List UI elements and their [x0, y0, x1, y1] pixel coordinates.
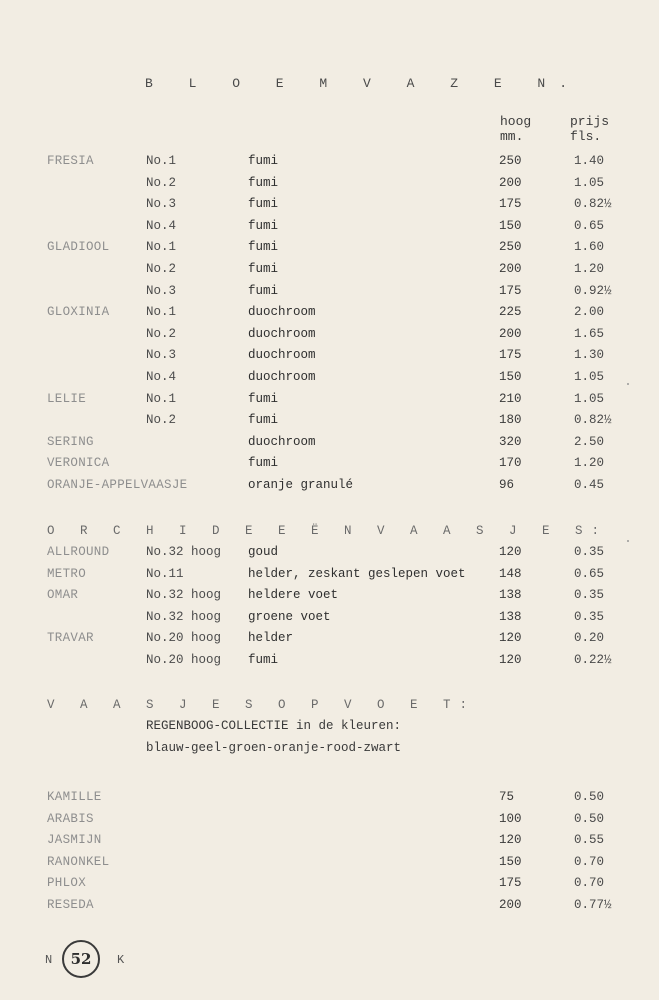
- page-number-badge: [62, 940, 100, 978]
- row-height: 175: [499, 283, 522, 298]
- row-price: 0.22½: [574, 653, 612, 667]
- row-name: SERING: [47, 434, 94, 449]
- row-height: 150: [499, 370, 522, 384]
- row-name: JASMIJN: [47, 833, 102, 848]
- row-price: 0.92½: [574, 283, 612, 298]
- row-height: 175: [499, 348, 522, 363]
- row-price: 0.82½: [574, 197, 612, 212]
- row-number: No.32 hoog: [146, 545, 222, 559]
- row-description: fumi: [248, 197, 279, 212]
- row-number: No.3: [146, 283, 177, 298]
- row-height: 138: [499, 609, 522, 624]
- row-price: 0.50: [574, 790, 605, 804]
- table-row: [0, 855, 659, 875]
- row-number: No.4: [146, 370, 177, 384]
- row-height: 120: [499, 833, 522, 848]
- table-row: [0, 545, 659, 565]
- table-row: [0, 588, 659, 608]
- row-description: fumi: [248, 653, 279, 667]
- row-name: ARABIS: [47, 811, 94, 826]
- row-number: No.2: [146, 262, 177, 276]
- row-height: 250: [499, 154, 522, 168]
- row-number: No.11: [146, 566, 184, 581]
- table-row: [0, 833, 659, 853]
- row-price: 1.05: [574, 370, 605, 384]
- page-title: B L O E M V A Z E N.: [145, 76, 582, 91]
- table-row: [0, 478, 659, 498]
- row-height: 100: [499, 811, 522, 826]
- row-price: 1.60: [574, 240, 605, 255]
- row-description: fumi: [248, 413, 279, 428]
- row-description: duochroom: [248, 305, 316, 320]
- table-row: [0, 154, 659, 174]
- row-height: 250: [499, 240, 522, 255]
- row-height: 96: [499, 478, 515, 492]
- table-row: [0, 413, 659, 433]
- table-row: [0, 898, 659, 918]
- table-row: [0, 176, 659, 196]
- table-row: [0, 284, 659, 304]
- row-name: GLADIOOL: [47, 240, 110, 255]
- row-height: 75: [499, 790, 515, 804]
- row-height: 120: [499, 545, 522, 559]
- row-price: 0.77½: [574, 898, 612, 912]
- row-number: No.1: [146, 154, 177, 168]
- row-height: 210: [499, 391, 522, 406]
- row-height: 148: [499, 566, 522, 581]
- table-row: [0, 392, 659, 412]
- row-price: 0.45: [574, 478, 605, 492]
- row-number: No.2: [146, 326, 177, 341]
- voet-note-colors: blauw-geel-groen-oranje-rood-zwart: [146, 741, 402, 755]
- row-name: ORANJE-APPELVAASJE: [47, 478, 188, 492]
- table-row: [0, 262, 659, 282]
- row-number: No.4: [146, 218, 177, 233]
- row-price: 1.30: [574, 348, 605, 363]
- orchid-section-title: O R C H I D E E Ë N V A A S J E S:: [47, 524, 609, 538]
- row-number: No.1: [146, 305, 177, 320]
- voet-note-collection: REGENBOOG-COLLECTIE in de kleuren:: [146, 719, 402, 733]
- row-number: No.2: [146, 413, 177, 428]
- row-height: 320: [499, 434, 522, 449]
- margin-mark: [627, 540, 629, 542]
- table-row: [0, 653, 659, 673]
- row-name: LELIE: [47, 391, 87, 406]
- row-description: groene voet: [248, 609, 331, 624]
- row-price: 0.65: [574, 566, 605, 581]
- row-number: No.3: [146, 197, 177, 212]
- row-price: 0.50: [574, 811, 605, 826]
- row-description: fumi: [248, 218, 279, 233]
- row-price: 0.55: [574, 833, 605, 848]
- row-name: VERONICA: [47, 456, 110, 471]
- row-description: fumi: [248, 456, 279, 471]
- row-number: No.32 hoog: [146, 609, 222, 624]
- table-row: [0, 240, 659, 260]
- row-name: RESEDA: [47, 898, 94, 912]
- row-description: duochroom: [248, 326, 316, 341]
- row-price: 0.65: [574, 218, 605, 233]
- row-height: 120: [499, 631, 522, 646]
- row-description: fumi: [248, 262, 279, 276]
- row-name: OMAR: [47, 588, 79, 603]
- row-description: fumi: [248, 283, 279, 298]
- row-name: FRESIA: [47, 154, 94, 168]
- row-description: heldere voet: [248, 588, 339, 603]
- row-name: KAMILLE: [47, 790, 102, 804]
- row-price: 0.70: [574, 854, 605, 869]
- row-description: fumi: [248, 175, 279, 190]
- footer-right-letter: K: [117, 953, 125, 967]
- table-row: [0, 610, 659, 630]
- row-price: 0.35: [574, 545, 605, 559]
- row-name: TRAVAR: [47, 631, 94, 646]
- table-row: [0, 812, 659, 832]
- row-description: duochroom: [248, 348, 316, 363]
- row-height: 180: [499, 413, 522, 428]
- row-height: 150: [499, 218, 522, 233]
- table-row: [0, 567, 659, 587]
- table-row: [0, 305, 659, 325]
- table-row: [0, 790, 659, 810]
- price-column-header: [570, 114, 609, 144]
- row-description: duochroom: [248, 370, 316, 384]
- page-number: 52: [70, 950, 92, 968]
- price-label-2: fls.: [570, 129, 602, 144]
- height-label-2: mm.: [500, 129, 524, 144]
- table-row: [0, 456, 659, 476]
- height-label-1: hoog: [500, 114, 532, 129]
- row-price: 2.50: [574, 434, 605, 449]
- row-number: No.1: [146, 391, 177, 406]
- row-price: 1.20: [574, 456, 605, 471]
- row-name: RANONKEL: [47, 854, 110, 869]
- row-height: 170: [499, 456, 522, 471]
- row-description: oranje granulé: [248, 478, 354, 492]
- row-height: 200: [499, 326, 522, 341]
- price-label-1: prijs: [570, 114, 610, 129]
- row-description: fumi: [248, 154, 279, 168]
- row-price: 0.20: [574, 631, 605, 646]
- row-description: helder: [248, 631, 294, 646]
- table-row: [0, 631, 659, 651]
- row-height: 200: [499, 175, 522, 190]
- row-height: 175: [499, 876, 522, 891]
- row-price: 0.35: [574, 609, 605, 624]
- table-row: [0, 219, 659, 239]
- row-name: PHLOX: [47, 876, 87, 891]
- row-height: 200: [499, 262, 522, 276]
- footer-left-letter: N: [45, 953, 53, 967]
- table-row: [0, 348, 659, 368]
- table-row: [0, 197, 659, 217]
- row-description: fumi: [248, 391, 279, 406]
- row-price: 2.00: [574, 305, 605, 320]
- table-row: [0, 370, 659, 390]
- row-description: fumi: [248, 240, 279, 255]
- row-price: 1.40: [574, 154, 605, 168]
- row-price: 0.82½: [574, 413, 612, 428]
- row-price: 1.20: [574, 262, 605, 276]
- row-name: GLOXINIA: [47, 305, 110, 320]
- row-price: 0.70: [574, 876, 605, 891]
- table-row: [0, 327, 659, 347]
- row-number: No.20 hoog: [146, 653, 222, 667]
- row-number: No.20 hoog: [146, 631, 222, 646]
- height-column-header: [500, 114, 531, 144]
- row-name: METRO: [47, 566, 87, 581]
- row-price: 0.35: [574, 588, 605, 603]
- table-row: [0, 435, 659, 455]
- page-footer: [45, 940, 165, 980]
- row-height: 138: [499, 588, 522, 603]
- row-name: ALLROUND: [47, 545, 110, 559]
- row-price: 1.05: [574, 391, 605, 406]
- row-number: No.2: [146, 175, 177, 190]
- row-number: No.3: [146, 348, 177, 363]
- row-description: duochroom: [248, 434, 316, 449]
- row-number: No.32 hoog: [146, 588, 222, 603]
- row-height: 150: [499, 854, 522, 869]
- margin-mark: [627, 383, 629, 385]
- row-height: 225: [499, 305, 522, 320]
- row-description: helder, zeskant geslepen voet: [248, 566, 466, 581]
- table-row: [0, 876, 659, 896]
- voet-section-title: V A A S J E S O P V O E T:: [47, 698, 477, 712]
- row-number: No.1: [146, 240, 177, 255]
- row-height: 175: [499, 197, 522, 212]
- row-height: 200: [499, 898, 522, 912]
- row-price: 1.05: [574, 175, 605, 190]
- row-price: 1.65: [574, 326, 605, 341]
- row-height: 120: [499, 653, 522, 667]
- row-description: goud: [248, 545, 279, 559]
